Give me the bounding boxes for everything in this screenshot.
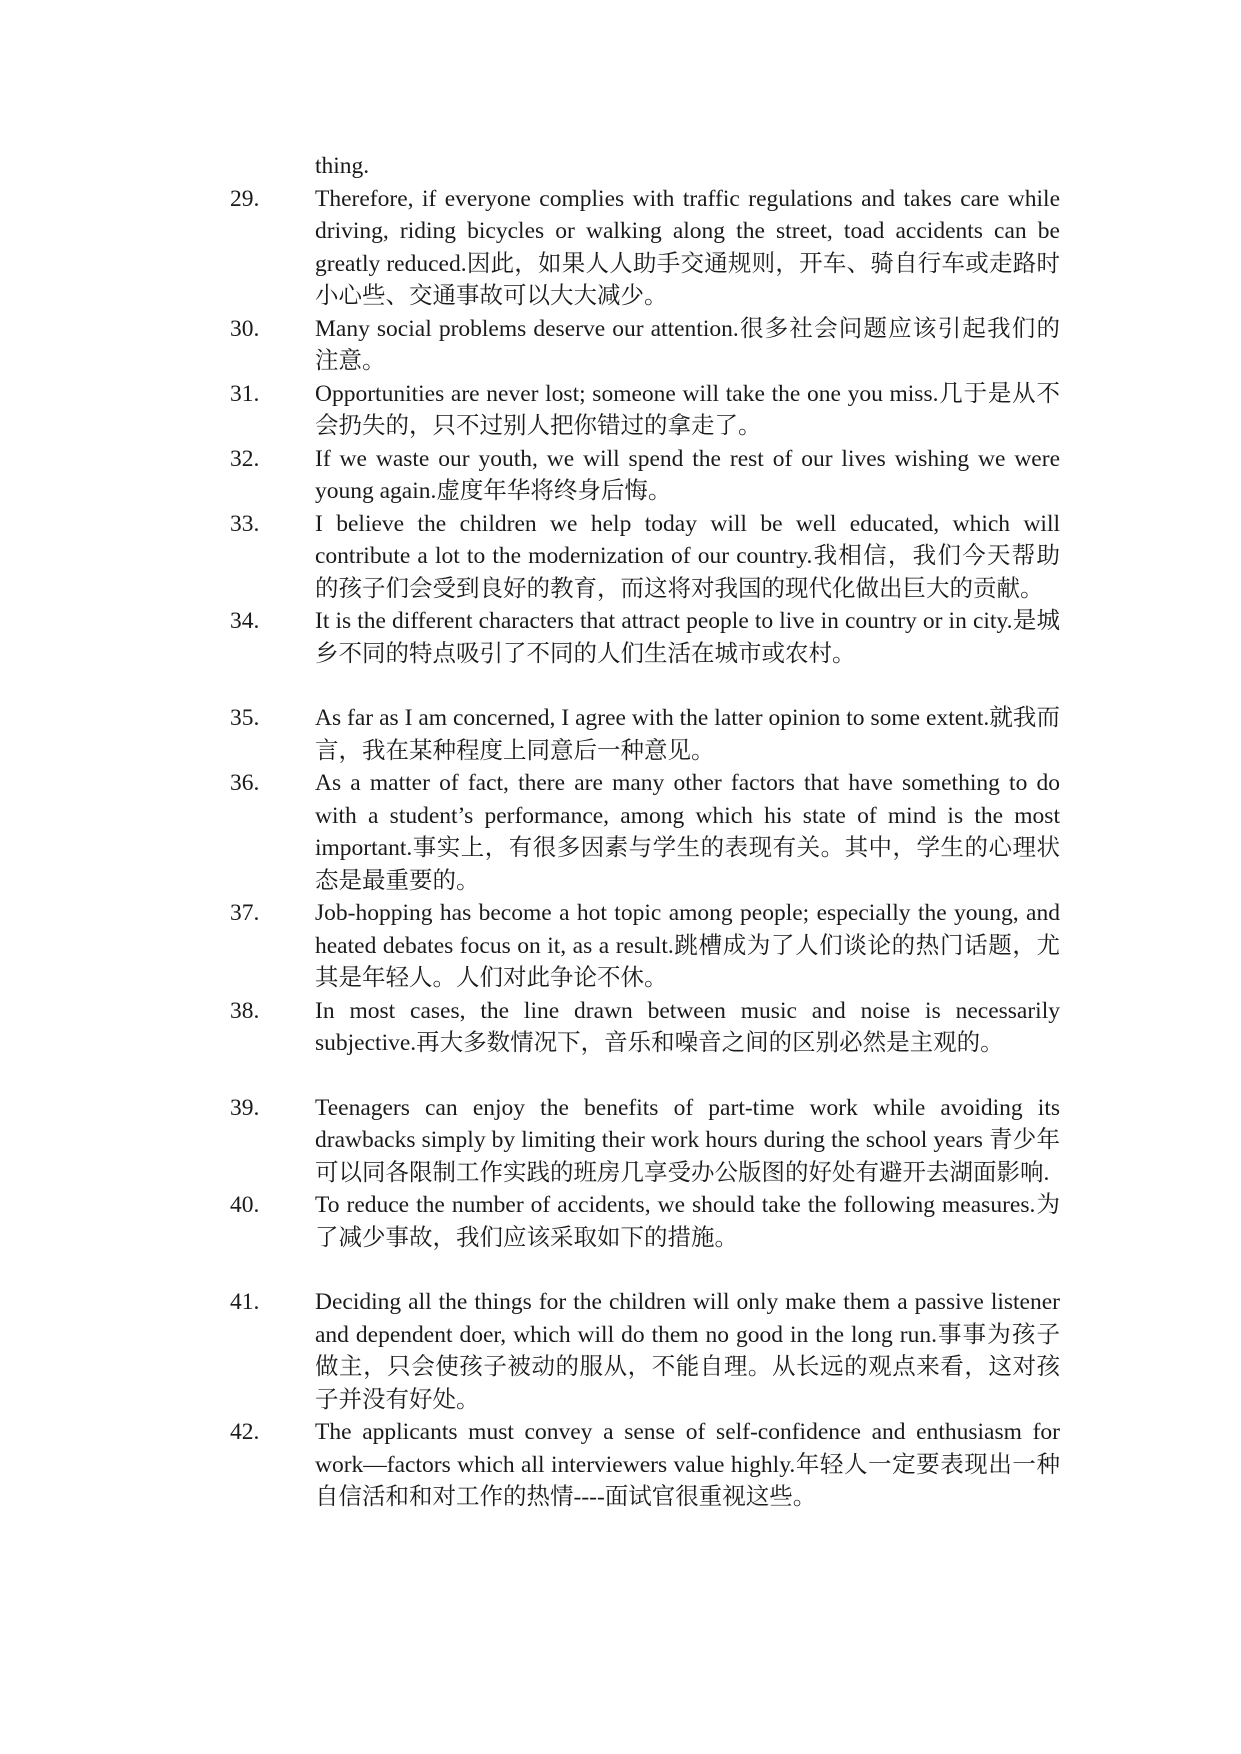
list-item: [230, 1416, 1060, 1514]
list-item: [230, 702, 1060, 767]
item-text: Therefore, if everyone complies with traffic regulations and takes care while driving, riding bicycles or walking along the street, toad accidents can be greatly reduced.因此，如果人人助手交通规则，开车、骑自行车或走路时小心些、交通事故可以大大减少。: [315, 185, 1060, 309]
item-number: 41.: [230, 1289, 260, 1315]
list-item: [230, 508, 1060, 606]
item-text: To reduce the number of accidents, we should take the following measures.为了减少事故，我们应该采取如下的措施。: [315, 1192, 1060, 1251]
item-number: 37.: [230, 900, 260, 926]
sentence-list: [230, 150, 1060, 1514]
list-item: [230, 443, 1060, 508]
item-number: 42.: [230, 1419, 260, 1445]
item-number: 30.: [230, 315, 260, 342]
list-item: [230, 995, 1060, 1060]
item-text: Job-hopping has become a hot topic among people; especially the young, and heated debates focus on it, as a result.跳槽成为了人们谈论的热门话题，尤其是年轻人。人们对此争论不休。: [315, 900, 1060, 991]
list-item: [230, 1189, 1060, 1254]
item-text: If we waste our youth, we will spend the rest of our lives wishing we were young again.虚度年华将终身后悔。: [315, 445, 1060, 504]
item-number: 32.: [230, 445, 260, 472]
item-text: In most cases, the line drawn between music and noise is necessarily subjective.再大多数情况下，音乐和噪音之间的区别必然是主观的。: [315, 997, 1060, 1056]
item-number: 31.: [230, 380, 260, 407]
item-number: 38.: [230, 997, 260, 1024]
list-item: [230, 897, 1060, 995]
item-number: 40.: [230, 1192, 260, 1218]
item-text: The applicants must convey a sense of self-confidence and enthusiasm for work—factors which all interviewers value highly.年轻人一定要表现出一种自信活和和对工作的热情----面试官很重视这些。: [315, 1419, 1060, 1510]
list-item: [230, 1092, 1060, 1190]
item-text: Deciding all the things for the children will only make them a passive listener and dependent doer, which will do them no good in the long run.事事为孩子做主，只会使孩子被动的服从，不能自理。从长远的观点来看，这对孩子并没有好处。: [315, 1289, 1060, 1413]
item-text: As a matter of fact, there are many other factors that have something to do with a student’s performance, among which his state of mind is the most important.事实上，有很多因素与学生的表现有关。其中，学生的心理状态是最重要的。: [315, 770, 1060, 894]
item-number: 39.: [230, 1094, 260, 1121]
list-item: [230, 183, 1060, 313]
list-item: [230, 767, 1060, 897]
item-number: 35.: [230, 705, 260, 731]
list-item: [230, 313, 1060, 378]
item-number: 33.: [230, 510, 260, 537]
item-text: Teenagers can enjoy the benefits of part-time work while avoiding its drawbacks simply by limiting their work hours during the school years 青少年可以同各限制工作实践的班房几享受办公版图的好处有避开去湖面影响.: [315, 1094, 1060, 1186]
list-item: [230, 378, 1060, 443]
list-item: [230, 1286, 1060, 1416]
list-item: [230, 605, 1060, 670]
item-number: 34.: [230, 608, 260, 634]
item-text: As far as I am concerned, I agree with the latter opinion to some extent.就我而言，我在某种程度上同意后一种意见。: [315, 705, 1060, 764]
item-text: Many social problems deserve our attention.很多社会问题应该引起我们的注意。: [315, 315, 1060, 374]
item-text: I believe the children we help today will be well educated, which will contribute a lot to the modernization of our country.我相信，我们今天帮助的孩子们会受到良好的教育，而这将对我国的现代化做出巨大的贡献。: [315, 510, 1060, 602]
continuation-text: thing.: [315, 153, 370, 179]
item-text: Opportunities are never lost; someone will take the one you miss.几于是从不会扔失的，只不过别人把你错过的拿走了。: [315, 380, 1060, 439]
item-number: 36.: [230, 770, 260, 796]
item-text: It is the different characters that attract people to live in country or in city.是城乡不同的特点吸引了不同的人们生活在城市或农村。: [315, 608, 1060, 667]
item-number: 29.: [230, 185, 260, 212]
